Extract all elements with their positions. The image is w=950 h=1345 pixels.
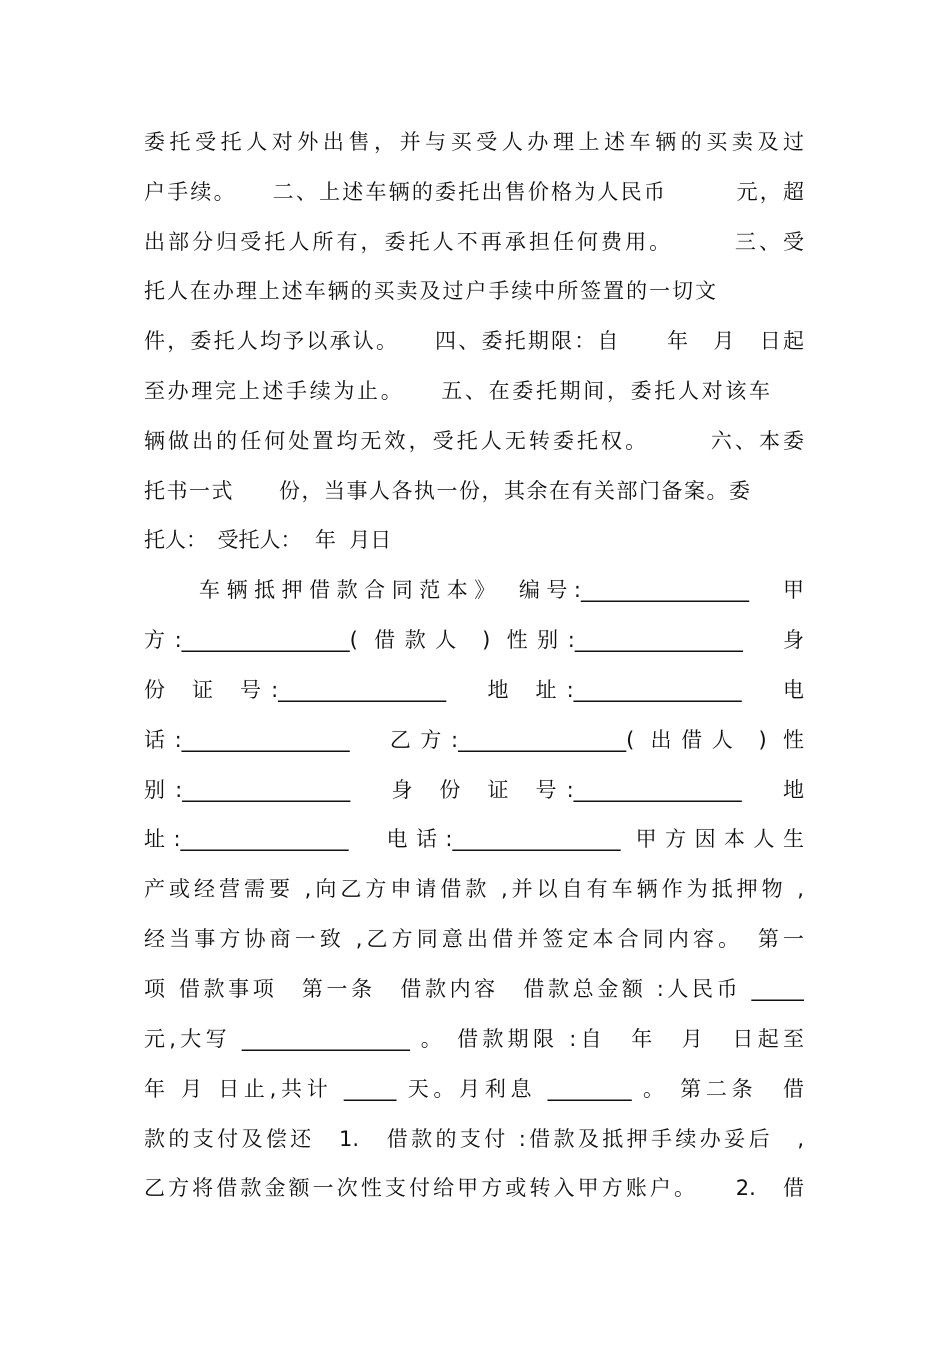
text-line: 年 月 日止,共计 _____ 天。月利息 ________ 。 第二条 借 (144, 1077, 804, 1101)
text-line: 话:________________ 乙方:________________( 出借人 ) 性 (144, 728, 804, 752)
text-line: 车辆抵押借款合同范本》 编号:________________ 甲 (144, 578, 804, 602)
text-line: 托书一式 份，当事人各执一份，其余在有关部门备案。委 (144, 479, 750, 503)
text-line: 款的支付及偿还 1. 借款的支付 :借款及抵押手续办妥后 , (144, 1127, 804, 1151)
text-line: 至办理完上述手续为止。 五、在委托期间，委托人对该车 (144, 379, 770, 403)
text-line: 辆做出的任何处置均无效，受托人无转委托权。 六、本委 (144, 429, 804, 453)
text-line: 份 证 号:________________ 地 址:________________ 电 (144, 678, 804, 702)
text-line: 别:________________ 身 份 证 号:________________ 地 (144, 778, 804, 802)
text-line: 委托受托人对外出售，并与买受人办理上述车辆的买卖及过 (144, 130, 804, 154)
text-line: 址:________________ 电话:________________ 甲方因本人生 (144, 827, 804, 851)
text-line: 托人在办理上述车辆的买卖及过户手续中所签置的一切文 (144, 279, 716, 303)
text-line: 出部分归受托人所有，委托人不再承担任何费用。 三、受 (144, 230, 804, 254)
text-line: 项 借款事项 第一条 借款内容 借款总金额 :人民币 _____ (144, 977, 804, 1001)
text-line: 经当事方协商一致 ,乙方同意出借并签定本合同内容。 第一 (144, 927, 804, 951)
text-line: 户手续。 二、上述车辆的委托出售价格为人民币 元，超 (144, 180, 804, 204)
text-line: 元,大写 ________________ 。 借款期限 :自 年 月 日起至 (144, 1027, 804, 1051)
text-line: 件，委托人均予以承认。 四、委托期限：自 年 月 日起 (144, 329, 804, 353)
text-line: 产或经营需要 ,向乙方申请借款 ,并以自有车辆作为抵押物 , (144, 877, 804, 901)
text-line: 托人： 受托人： 年 月日 (144, 528, 392, 552)
text-line: 乙方将借款金额一次性支付给甲方或转入甲方账户。 2. 借 (144, 1176, 804, 1200)
text-line: 方:________________( 借款人 ) 性别:________________ 身 (144, 628, 804, 652)
